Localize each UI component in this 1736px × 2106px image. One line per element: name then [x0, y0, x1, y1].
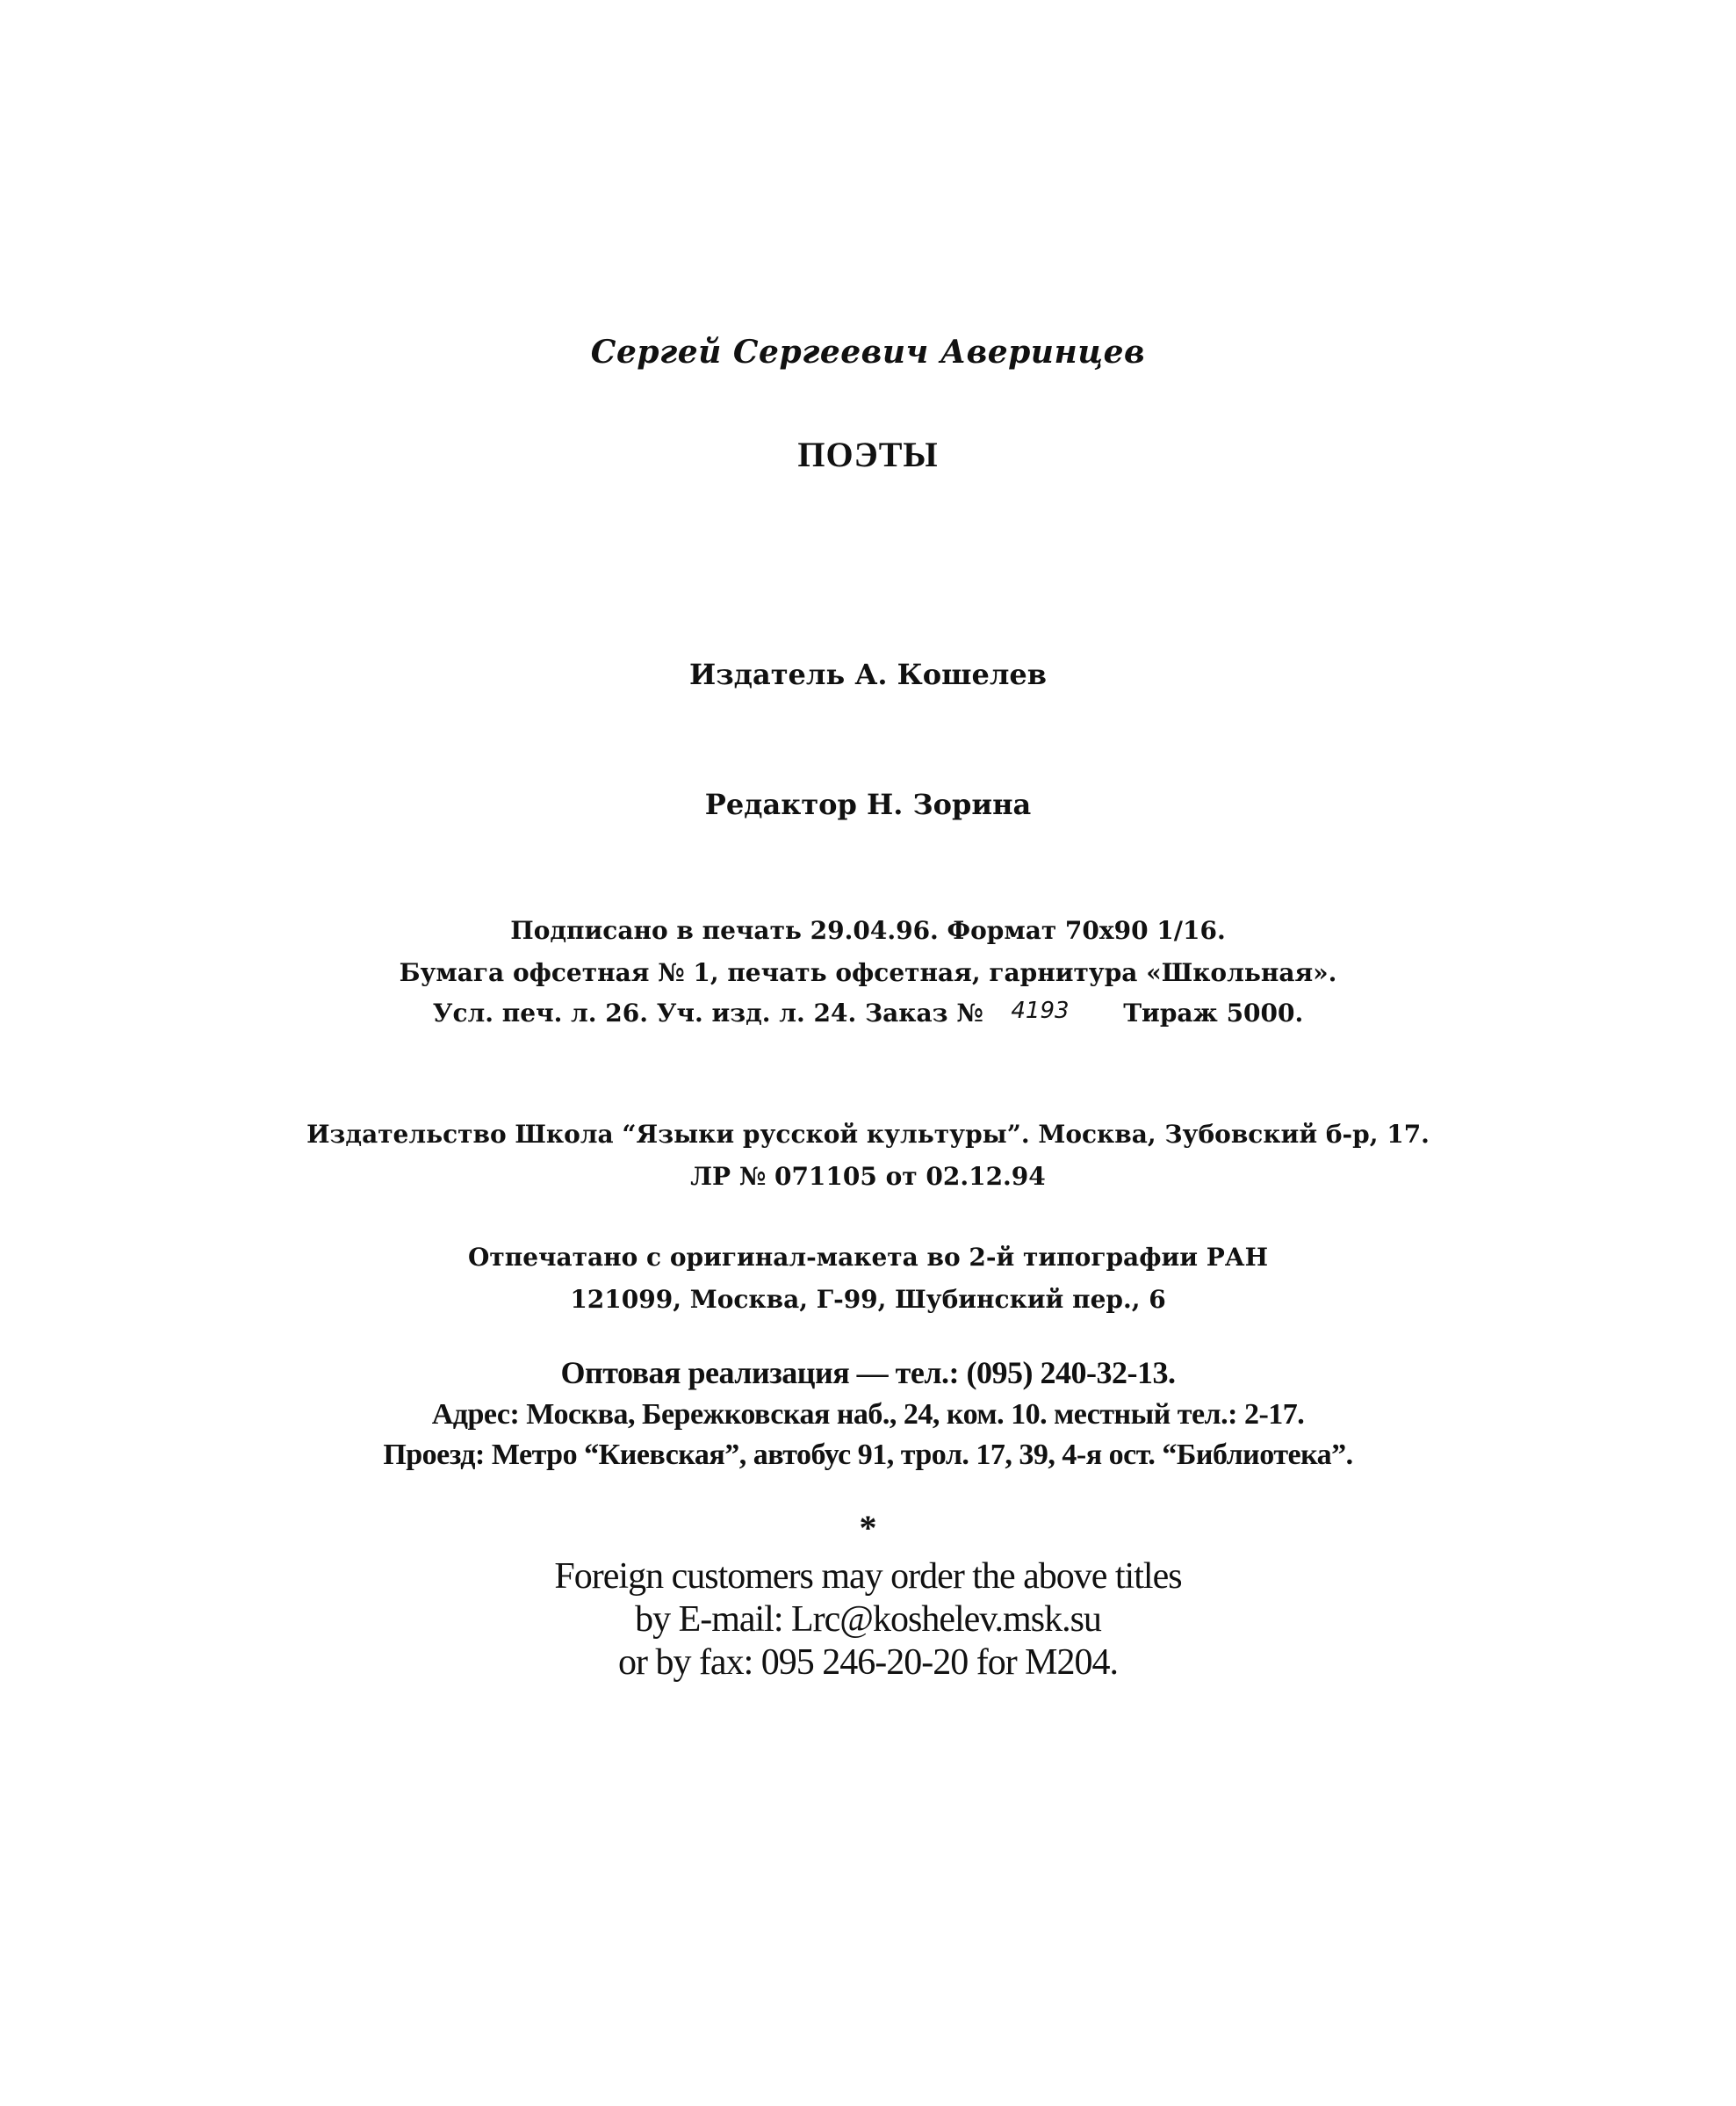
wholesale-directions: Проезд: Метро “Киевская”, автобус 91, трол. 17, 39, 4-я ост. “Библиотека”.: [383, 1439, 1353, 1471]
imprint-line-sheets: [0, 998, 1736, 1028]
printer-name: Отпечатано с оригинал-макета во 2-й типографии РАН: [467, 1243, 1269, 1272]
printer-address: 121099, Москва, Г-99, Шубинский пер., 6: [570, 1285, 1166, 1314]
section-separator: *: [859, 1508, 877, 1547]
order-number-handwritten: 4193: [1011, 998, 1070, 1024]
editor-credit: Редактор Н. Зорина: [704, 788, 1032, 821]
wholesale-address: Адрес: Москва, Бережковская наб., 24, ком. 10. местный тел.: 2-17.: [431, 1398, 1305, 1431]
imprint-line-paper: Бумага офсетная № 1, печать офсетная, гарнитура «Школьная».: [399, 958, 1337, 987]
imprint-sheets-text: Усл. печ. л. 26. Уч. изд. л. 24. Заказ №: [432, 999, 983, 1028]
imprint-line-signed: Подписано в печать 29.04.96. Формат 70х90 1/16.: [510, 916, 1226, 945]
license-number: ЛР № 071105 от 02.12.94: [690, 1162, 1046, 1191]
publisher-credit: Издатель А. Кошелев: [688, 658, 1048, 691]
circulation: Тираж 5000.: [1123, 999, 1304, 1028]
publishing-house-address: Издательство Школа “Языки русской культуры”. Москва, Зубовский б-р, 17.: [306, 1120, 1430, 1149]
foreign-customers-line: Foreign customers may order the above titles: [554, 1556, 1182, 1597]
foreign-fax-line: or by fax: 095 246-20-20 for M204.: [617, 1642, 1119, 1683]
author-name: Сергей Сергеевич Аверинцев: [590, 334, 1146, 371]
foreign-email-line: by E-mail: Lrc@koshelev.msk.su: [635, 1599, 1101, 1640]
wholesale-phone: Оптовая реализация — тел.: (095) 240-32-13.: [560, 1355, 1176, 1390]
book-title: ПОЭТЫ: [797, 435, 939, 474]
